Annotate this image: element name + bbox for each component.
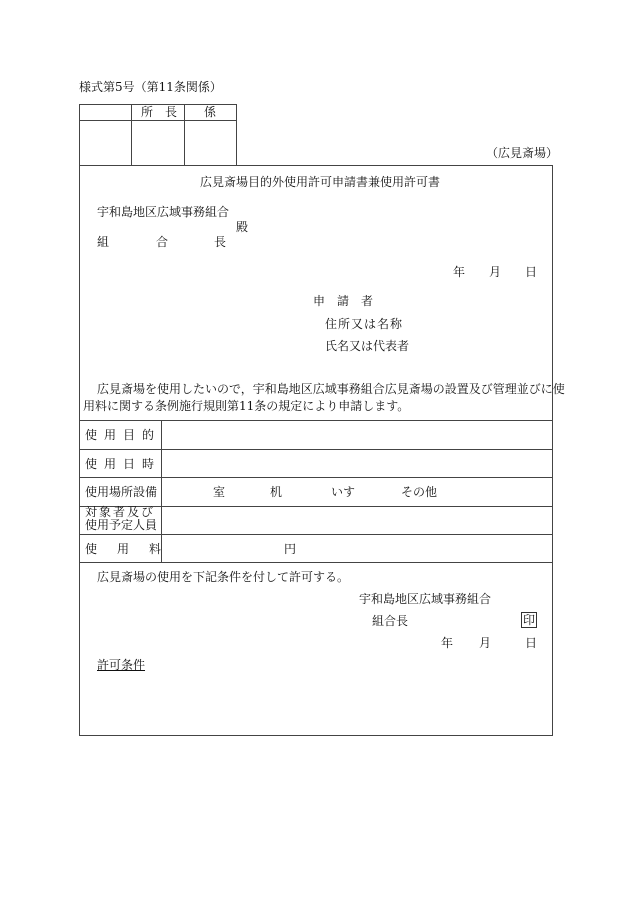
- permit-role: 組合長: [372, 614, 409, 628]
- divider: [79, 477, 553, 478]
- divider: [161, 420, 162, 562]
- date-month: 月: [489, 265, 502, 279]
- facility-tag: （広見斎場）: [486, 146, 559, 160]
- approval-header-director: 所 長: [141, 105, 178, 119]
- permit-text: 広見斎場の使用を下記条件を付して許可する。: [97, 570, 350, 584]
- divider: [79, 534, 553, 535]
- addressee-role: 長: [214, 235, 227, 249]
- addressee-honorific: 殿: [236, 220, 249, 234]
- approval-header-staff: 係: [204, 105, 217, 119]
- facility-chair: いす: [331, 485, 356, 499]
- date-day: 日: [525, 265, 538, 279]
- divider: [131, 104, 132, 165]
- row-label-purpose: 使用目的: [85, 428, 162, 442]
- row-label-fee: 使用料: [85, 542, 182, 556]
- divider: [79, 165, 553, 166]
- divider: [79, 165, 80, 736]
- permit-conditions-label: 許可条件: [97, 658, 146, 672]
- divider: [236, 104, 237, 165]
- statement-line-2: 用料に関する条例施行規則第11条の規定により申請します。: [83, 399, 410, 413]
- divider: [552, 165, 553, 736]
- row-label-datetime: 使用日時: [85, 457, 162, 471]
- facility-desk: 机: [270, 485, 283, 499]
- form-number: 様式第5号（第11条関係）: [79, 80, 222, 94]
- row-label-facilities: 使用場所設備: [85, 485, 158, 499]
- applicant-address-label: 住所又は名称: [325, 317, 404, 331]
- permit-org: 宇和島地区広域事務組合: [359, 592, 492, 606]
- row-label-attendees: 使用予定人員: [85, 518, 158, 532]
- facility-room: 室: [213, 485, 226, 499]
- addressee-role: 合: [156, 235, 169, 249]
- addressee-role: 組: [97, 235, 110, 249]
- divider: [79, 735, 553, 736]
- applicant-label: 申 請 者: [313, 294, 374, 308]
- divider: [184, 104, 185, 165]
- addressee-org: 宇和島地区広域事務組合: [97, 205, 230, 219]
- seal-mark: 印: [523, 613, 536, 627]
- date-year: 年: [453, 265, 466, 279]
- statement-line-1: 広見斎場を使用したいので，宇和島地区広域事務組合広見斎場の設置及び管理並びに使: [97, 382, 565, 396]
- divider: [79, 449, 553, 450]
- divider: [79, 120, 237, 121]
- divider: [79, 562, 553, 563]
- permit-date-month: 月: [479, 636, 492, 650]
- permit-date-year: 年: [441, 636, 454, 650]
- permit-date-day: 日: [525, 636, 538, 650]
- divider: [79, 104, 80, 165]
- divider: [79, 420, 553, 421]
- facility-other: その他: [401, 485, 438, 499]
- applicant-name-label: 氏名又は代表者: [325, 339, 410, 353]
- form-title: 広見斎場目的外使用許可申請書兼使用許可書: [200, 175, 441, 189]
- fee-unit: 円: [284, 542, 297, 556]
- row-label-target: 対象者及び: [85, 505, 156, 519]
